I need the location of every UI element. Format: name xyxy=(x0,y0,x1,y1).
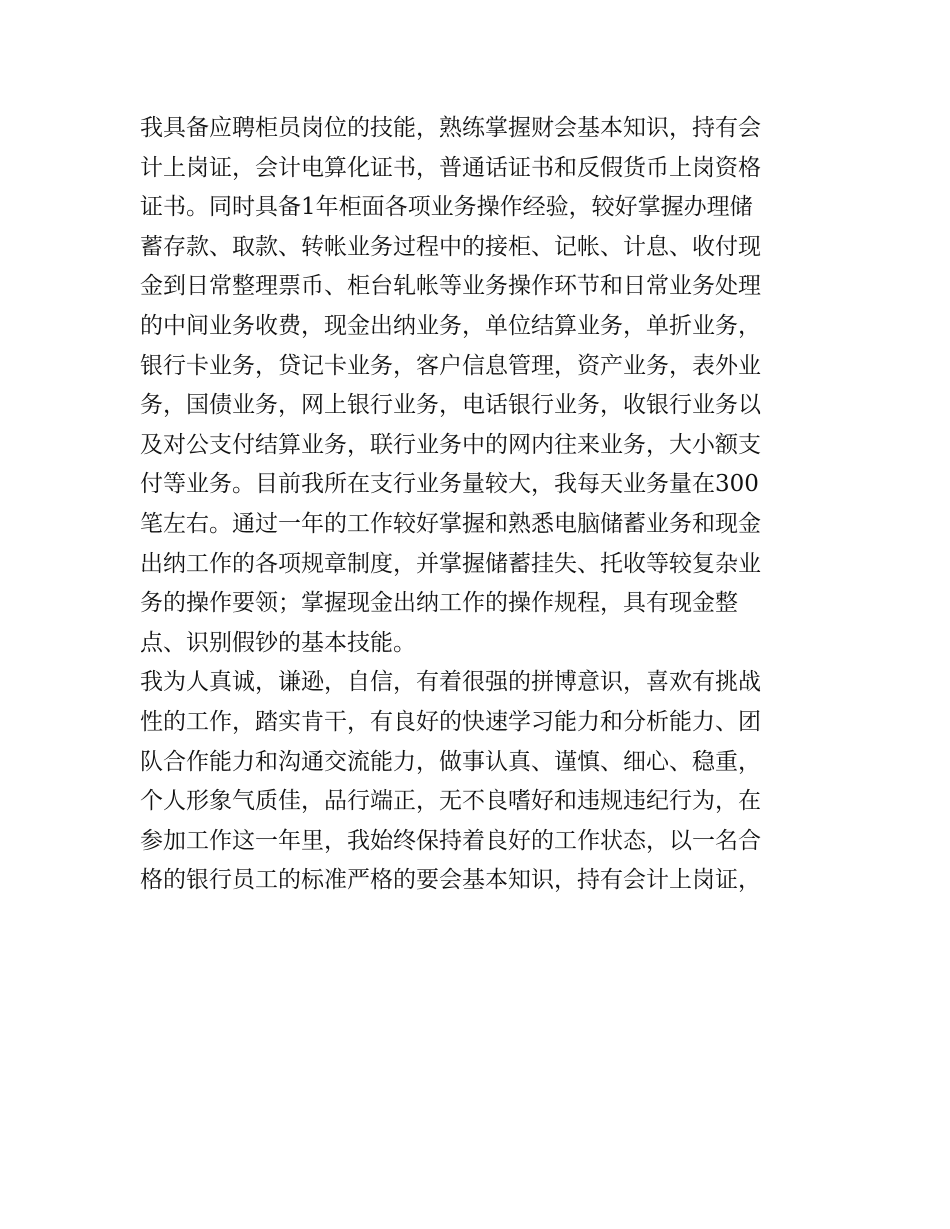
paragraph-2-line-6: 格的银行员工的标准严格的要会基本知识，持有会计上岗证， xyxy=(140,867,761,894)
paragraph-2-line-3: 队合作能力和沟通交流能力，做事认真、谨慎、细心、稳重， xyxy=(140,748,761,775)
paragraph-2-line-5: 参加工作这一年里，我始终保持着良好的工作状态，以一名合 xyxy=(140,827,761,854)
paragraph-2-line-1: 我为人真诚，谦逊，自信，有着很强的拼博意识，喜欢有挑战 xyxy=(140,669,761,696)
paragraph-1-line-3: 证书。同时具备1年柜面各项业务操作经验，较好掌握办理储 xyxy=(140,194,753,221)
paragraph-2-line-4: 个人形象气质佳，品行端正，无不良嗜好和违规违纪行为，在 xyxy=(140,788,761,815)
paragraph-1-line-2: 计上岗证，会计电算化证书，普通话证书和反假货币上岗资格 xyxy=(140,154,761,181)
paragraph-1-line-11: 笔左右。通过一年的工作较好掌握和熟悉电脑储蓄业务和现金 xyxy=(140,510,761,537)
paragraph-2-line-2: 性的工作，踏实肯干，有良好的快速学习能力和分析能力、团 xyxy=(140,708,761,735)
paragraph-1-line-6: 的中间业务收费，现金出纳业务，单位结算业务，单折业务， xyxy=(140,312,761,339)
paragraph-1-line-9: 及对公支付结算业务，联行业务中的网内往来业务，大小额支 xyxy=(140,431,761,458)
paragraph-1-line-8: 务，国债业务，网上银行业务，电话银行业务，收银行业务以 xyxy=(140,392,761,419)
paragraph-1-line-14: 点、识别假钞的基本技能。 xyxy=(140,629,416,656)
paragraph-1-line-1: 我具备应聘柜员岗位的技能，熟练掌握财会基本知识，持有会 xyxy=(140,115,761,141)
body-text xyxy=(140,109,820,901)
paragraph-1-line-13: 务的操作要领；掌握现金出纳工作的操作规程，具有现金整 xyxy=(140,590,738,617)
paragraph-1-line-12: 出纳工作的各项规章制度，并掌握储蓄挂失、托收等较复杂业 xyxy=(140,550,761,577)
paragraph-1-line-4: 蓄存款、取款、转帐业务过程中的接柜、记帐、计息、收付现 xyxy=(140,233,761,260)
paragraph-1-line-10: 付等业务。目前我所在支行业务量较大，我每天业务量在300 xyxy=(140,471,759,498)
paragraph-1-line-7: 银行卡业务，贷记卡业务，客户信息管理，资产业务，表外业 xyxy=(140,352,761,379)
paragraph-1-line-5: 金到日常整理票币、柜台轧帐等业务操作环节和日常业务处理 xyxy=(140,273,761,300)
